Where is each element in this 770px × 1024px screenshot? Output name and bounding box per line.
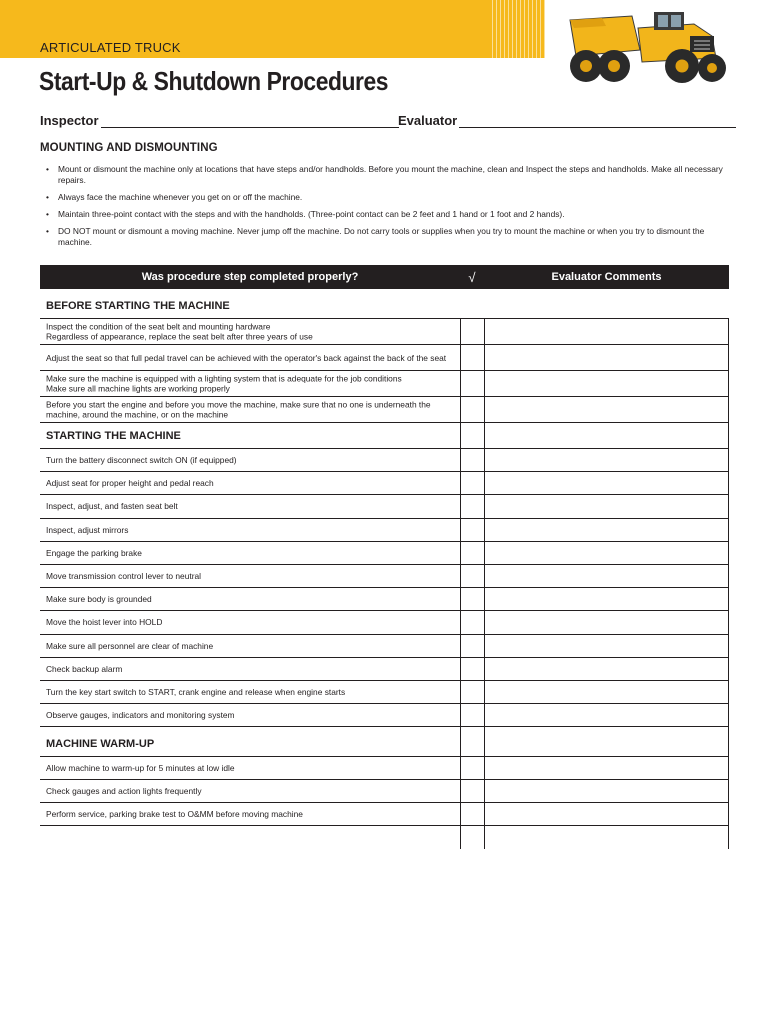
section-heading: BEFORE STARTING THE MACHINE xyxy=(46,300,230,312)
table-row[interactable] xyxy=(40,757,729,780)
table-row[interactable] xyxy=(40,495,729,518)
row-label: Adjust seat for proper height and pedal reach xyxy=(46,478,214,489)
row-label: Allow machine to warm-up for 5 minutes at low idle xyxy=(46,763,235,773)
table-row[interactable] xyxy=(40,704,729,727)
bullet-item: • DO NOT mount or dismount a moving machine. Never jump off the machine. Do not carry tools or supplies when you try to mount the machine or when you try to dismount the machine. xyxy=(46,226,726,248)
table-row[interactable] xyxy=(40,658,729,681)
mounting-heading: MOUNTING AND DISMOUNTING xyxy=(40,142,218,154)
table-row[interactable] xyxy=(40,780,729,803)
bullet-item: • Maintain three-point contact with the steps and with the handholds. (Three-point contact can be 2 feet and 1 hand or 1 foot and 2 hands). xyxy=(46,209,726,220)
row-label: Engage the parking brake xyxy=(46,547,142,558)
col-comments-header: Evaluator Comments xyxy=(551,271,662,283)
table-row[interactable] xyxy=(40,542,729,565)
table-row[interactable] xyxy=(40,611,729,634)
row-label: Inspect, adjust, and fasten seat belt xyxy=(46,501,178,512)
section-before-starting xyxy=(40,289,729,319)
row-label: Move the hoist lever into HOLD xyxy=(46,617,163,628)
evaluator-line[interactable] xyxy=(459,115,736,128)
section-heading: MACHINE WARM-UP xyxy=(46,738,155,751)
table-row[interactable] xyxy=(40,588,729,611)
row-label: Make sure body is grounded xyxy=(46,593,152,604)
row-label: Observe gauges, indicators and monitoring system xyxy=(46,709,235,720)
section-heading: STARTING THE MACHINE xyxy=(46,430,181,442)
bullet-item: • Always face the machine whenever you get on or off the machine. xyxy=(46,192,726,203)
col-check-header: √ xyxy=(468,269,476,285)
mounting-bullets xyxy=(46,164,726,254)
articulated-truck-illustration xyxy=(562,6,734,86)
col-procedure-header: Was procedure step completed properly? xyxy=(141,271,359,283)
document-title: Start-Up & Shutdown Procedures xyxy=(39,66,389,96)
table-body xyxy=(40,289,729,826)
table-row[interactable] xyxy=(40,345,729,371)
row-label: Adjust the seat so that full pedal travel can be achieved with the operator's back against the back of the seat xyxy=(46,352,447,363)
table-row[interactable] xyxy=(40,319,729,345)
table-row[interactable] xyxy=(40,397,729,423)
table-row[interactable] xyxy=(40,371,729,397)
row-label: Make sure the machine is equipped with a lighting system that is adequate for the job conditions Make sure all machine lights are working properly xyxy=(46,373,402,394)
row-label: Inspect the condition of the seat belt and mounting hardware Regardless of appearance, replace the seat belt after three years of use xyxy=(46,321,313,342)
procedure-checklist xyxy=(40,265,729,826)
row-label: Before you start the engine and before you move the machine, make sure that no one is underneath the machine, around the machine, or on the machine xyxy=(46,399,431,420)
row-label: Move transmission control lever to neutral xyxy=(46,570,202,581)
table-row[interactable] xyxy=(40,449,729,472)
row-label: Check backup alarm xyxy=(46,663,123,674)
row-label: Turn the key start switch to START, crank engine and release when engine starts xyxy=(46,686,346,697)
table-header xyxy=(40,265,729,289)
row-label: Check gauges and action lights frequently xyxy=(46,786,202,796)
row-label: Make sure all personnel are clear of machine xyxy=(46,640,214,651)
inspector-line[interactable] xyxy=(101,115,399,128)
table-row[interactable] xyxy=(40,681,729,704)
table-row[interactable] xyxy=(40,635,729,658)
inspector-label: Inspector xyxy=(40,113,99,128)
evaluator-field xyxy=(398,113,736,128)
document-category: ARTICULATED TRUCK xyxy=(40,40,181,55)
inspector-field xyxy=(40,113,399,128)
table-row[interactable] xyxy=(40,472,729,495)
section-warmup xyxy=(40,727,729,757)
table-row[interactable] xyxy=(40,519,729,542)
table-row[interactable] xyxy=(40,565,729,588)
row-label: Inspect, adjust mirrors xyxy=(46,524,129,535)
table-row[interactable] xyxy=(40,803,729,826)
row-label: Turn the battery disconnect switch ON (if equipped) xyxy=(46,454,237,465)
bullet-item: • Mount or dismount the machine only at locations that have steps and/or handholds. Before you mount the machine, clean and Inspect the steps and handholds. Make all necessary repairs. xyxy=(46,164,726,186)
section-starting xyxy=(40,423,729,449)
row-label: Perform service, parking brake test to O&MM before moving machine xyxy=(46,809,303,819)
header-hatch-pattern xyxy=(492,0,545,58)
evaluator-label: Evaluator xyxy=(398,113,458,128)
